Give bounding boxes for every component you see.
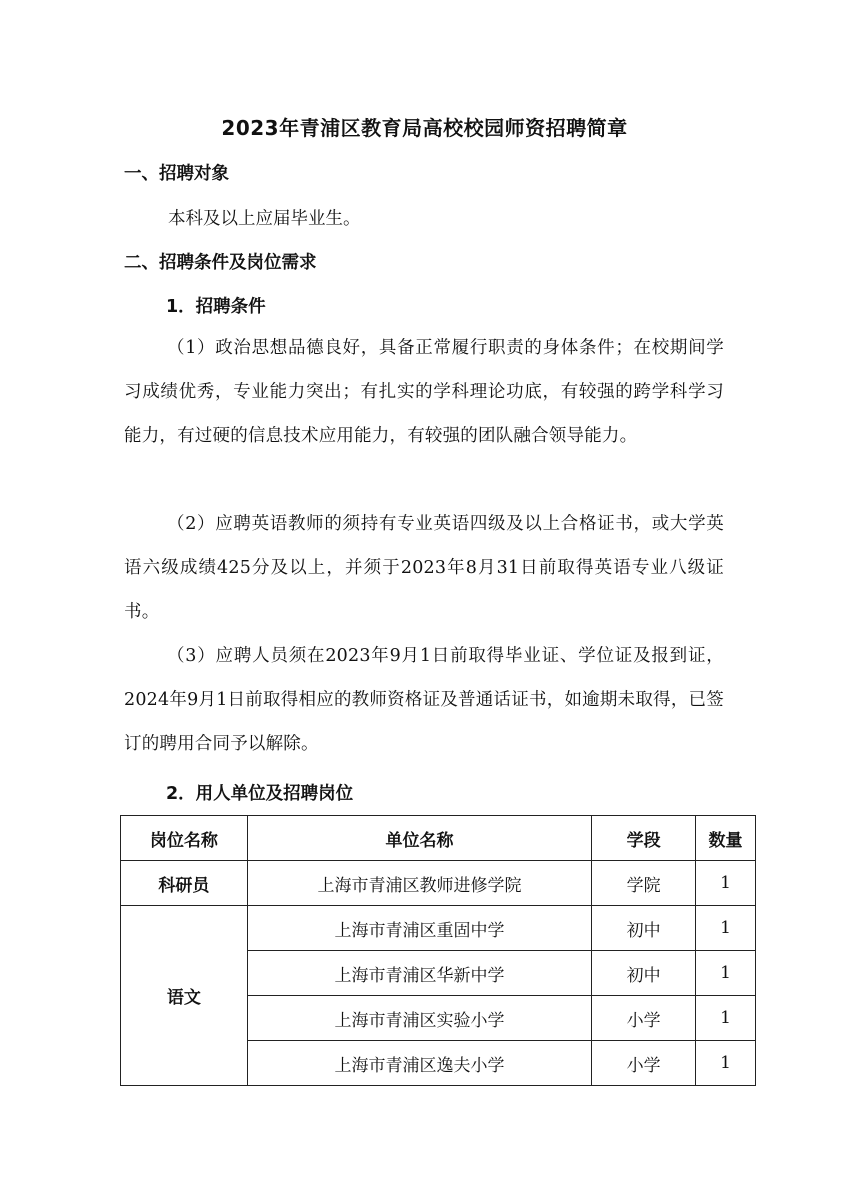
stage-cell: 学院 — [592, 861, 696, 906]
header-unit: 单位名称 — [247, 816, 591, 861]
stage-cell: 小学 — [592, 1041, 696, 1086]
table-row — [121, 906, 756, 951]
table-header-row — [121, 816, 756, 861]
header-post: 岗位名称 — [121, 816, 248, 861]
table-row — [121, 861, 756, 906]
count-cell: 1 — [696, 996, 756, 1041]
count-cell: 1 — [696, 906, 756, 951]
positions-table — [120, 815, 756, 1086]
post-cell: 科研员 — [121, 861, 248, 906]
unit-cell: 上海市青浦区教师进修学院 — [247, 861, 591, 906]
unit-cell: 上海市青浦区逸夫小学 — [247, 1041, 591, 1086]
unit-cell: 上海市青浦区华新中学 — [247, 951, 591, 996]
condition-paragraph-1: （1）政治思想品德良好，具备正常履行职责的身体条件；在校期间学习成绩优秀，专业能力突出；有扎实的学科理论功底，有较强的跨学科学习能力，有过硬的信息技术应用能力，有较强的团队融合领导能力。 — [124, 338, 724, 446]
condition-paragraph-3: （3）应聘人员须在2023年9月1日前取得毕业证、学位证及报到证，2024年9月1日前取得相应的教师资格证及普通话证书，如逾期未取得，已签订的聘用合同予以解除。 — [124, 646, 724, 754]
count-cell: 1 — [696, 1041, 756, 1086]
section1-heading: 一、招聘对象 — [124, 164, 229, 184]
unit-cell: 上海市青浦区重固中学 — [247, 906, 591, 951]
stage-cell: 小学 — [592, 996, 696, 1041]
header-count: 数量 — [696, 816, 756, 861]
count-cell: 1 — [696, 861, 756, 906]
document-title: 2023年青浦区教育局高校校园师资招聘简章 — [221, 116, 628, 140]
stage-cell: 初中 — [592, 951, 696, 996]
count-cell: 1 — [696, 951, 756, 996]
header-stage: 学段 — [592, 816, 696, 861]
condition-paragraph-2: （2）应聘英语教师的须持有专业英语四级及以上合格证书，或大学英语六级成绩425分及以上，并须于2023年8月31日前取得英语专业八级证书。 — [124, 514, 724, 622]
section2-heading: 二、招聘条件及岗位需求 — [124, 253, 317, 273]
positions-heading: 2．用人单位及招聘岗位 — [166, 784, 354, 804]
stage-cell: 初中 — [592, 906, 696, 951]
post-cell: 语文 — [121, 906, 248, 1086]
section1-text: 本科及以上应届毕业生。 — [168, 209, 361, 229]
unit-cell: 上海市青浦区实验小学 — [247, 996, 591, 1041]
conditions-heading: 1．招聘条件 — [166, 297, 266, 317]
